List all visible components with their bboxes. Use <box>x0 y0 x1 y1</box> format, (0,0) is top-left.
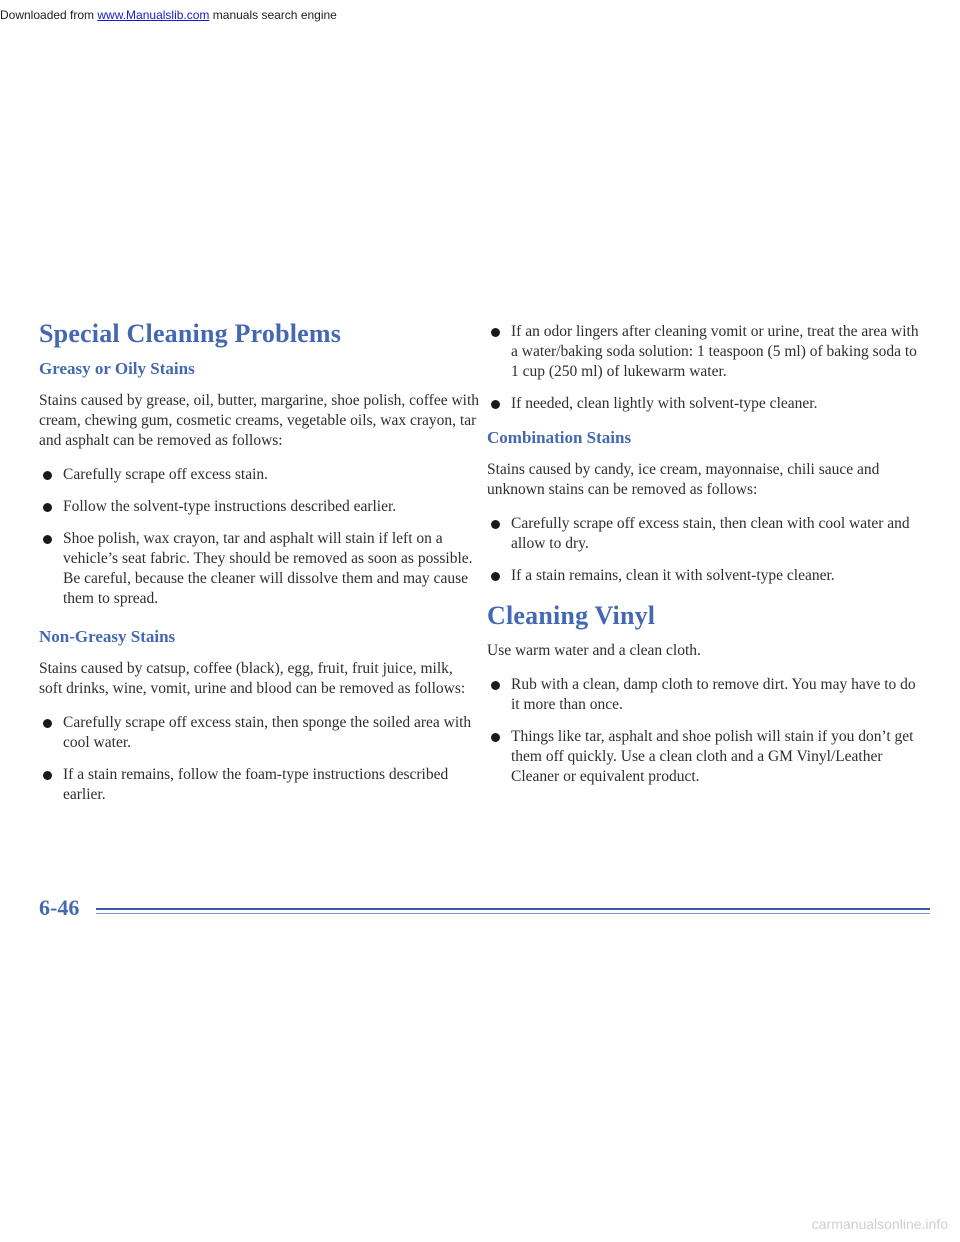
bullet-icon <box>43 471 52 480</box>
heading-greasy-stains: Greasy or Oily Stains <box>39 358 195 378</box>
bullet-icon <box>43 503 52 512</box>
bullet-icon <box>491 328 500 337</box>
left-column <box>39 320 479 817</box>
list-item: If an odor lingers after cleaning vomit or urine, treat the area with a water/baking soda solution: 1 teaspoon (5 ml) of baking soda to 1 cup (250 ml) of lukewarm water. <box>487 322 927 382</box>
list-item: Follow the solvent-type instructions described earlier. <box>39 497 479 517</box>
manualslib-link[interactable]: www.Manualslib.com <box>97 8 210 22</box>
bullet-icon <box>43 771 52 780</box>
list-item: If a stain remains, follow the foam-type instructions described earlier. <box>39 765 479 805</box>
combination-intro: Stains caused by candy, ice cream, mayonnaise, chili sauce and unknown stains can be removed as follows: <box>487 461 880 499</box>
list-item: Shoe polish, wax crayon, tar and asphalt will stain if left on a vehicle’s seat fabric. They should be removed as soon as possible. Be careful, because the cleaner will dissolve them and may cause them to spread. <box>39 529 479 609</box>
source-prefix: Downloaded from <box>0 8 98 22</box>
list-item: If needed, clean lightly with solvent-type cleaner. <box>487 394 927 414</box>
vinyl-list <box>487 675 927 787</box>
bullet-icon <box>491 572 500 581</box>
heading-combination-stains: Combination Stains <box>487 428 632 447</box>
bullet-icon <box>491 400 500 409</box>
combination-list <box>487 514 927 586</box>
odor-list <box>487 322 927 414</box>
list-item: Carefully scrape off excess stain, then sponge the soiled area with cool water. <box>39 713 479 753</box>
list-item: Carefully scrape off excess stain, then clean with cool water and allow to dry. <box>487 514 927 554</box>
bullet-icon <box>491 681 500 690</box>
source-suffix: manuals search engine <box>209 8 337 22</box>
page-number: 6-46 <box>39 895 80 920</box>
bullet-icon <box>491 733 500 742</box>
bullet-icon <box>43 719 52 728</box>
list-item: Carefully scrape off excess stain. <box>39 465 479 485</box>
right-column <box>487 322 927 799</box>
greasy-intro: Stains caused by grease, oil, butter, margarine, shoe polish, coffee with cream, chewing gum, cosmetic creams, vegetable oils, wax crayon, tar and asphalt can be removed as follows: <box>39 391 480 449</box>
bullet-icon <box>491 520 500 529</box>
section-title-cleaning-vinyl: Cleaning Vinyl <box>487 601 656 631</box>
footer-rule-thin <box>96 913 930 914</box>
watermark: carmanualsonline.info <box>811 1216 948 1232</box>
list-item: If a stain remains, clean it with solvent-type cleaner. <box>487 566 927 586</box>
greasy-list <box>39 465 479 609</box>
non-greasy-intro: Stains caused by catsup, coffee (black), egg, fruit, fruit juice, milk, soft drinks, wine, vomit, urine and blood can be removed as follows: <box>39 660 466 698</box>
bullet-icon <box>43 535 52 544</box>
list-item: Things like tar, asphalt and shoe polish will stain if you don’t get them off quickly. Use a clean cloth and a GM Vinyl/Leather Cleaner or equivalent product. <box>487 727 927 787</box>
section-title-special-cleaning: Special Cleaning Problems <box>39 319 342 348</box>
heading-non-greasy-stains: Non-Greasy Stains <box>39 626 176 646</box>
list-item: Rub with a clean, damp cloth to remove dirt. You may have to do it more than once. <box>487 675 927 715</box>
vinyl-intro: Use warm water and a clean cloth. <box>487 641 701 659</box>
download-source-note <box>0 8 337 22</box>
non-greasy-list <box>39 713 479 805</box>
footer-rule <box>96 908 930 910</box>
